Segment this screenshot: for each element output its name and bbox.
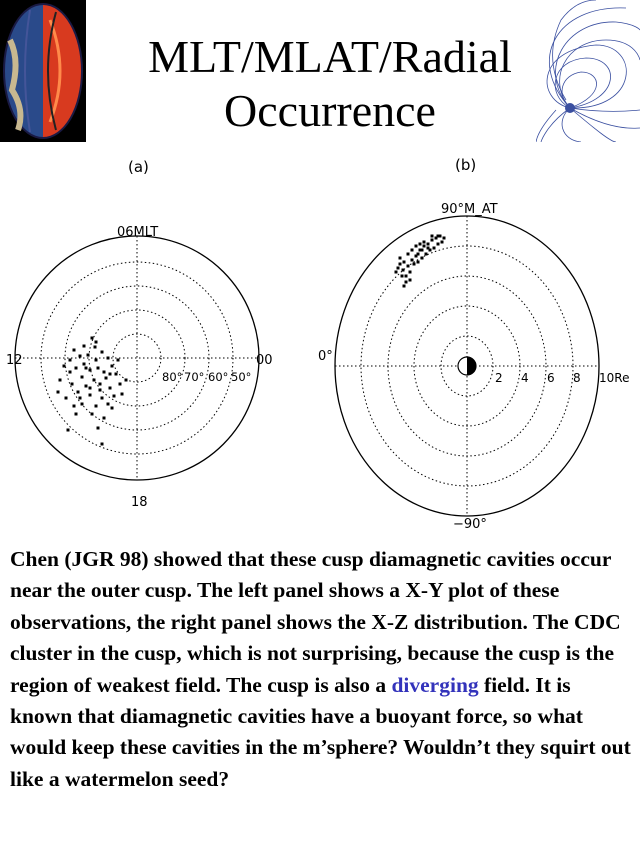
caption-after: field. It is known that diamagnetic cavities have a buoyant force, so what would keep these cavities in the m’sphere? Wouldn’t they squirt out like a watermelon seed?	[10, 672, 631, 791]
data-point	[91, 337, 94, 340]
panel-b-label: (b)	[455, 156, 477, 174]
data-point	[97, 367, 100, 370]
data-point	[402, 269, 405, 272]
data-point	[91, 413, 94, 416]
data-point	[421, 257, 424, 260]
data-point	[411, 259, 414, 262]
data-point	[443, 237, 446, 240]
data-point	[83, 345, 86, 348]
data-point	[79, 397, 82, 400]
ring-label-2: 2	[495, 371, 503, 385]
data-point	[101, 351, 104, 354]
ring-label-6: 6	[547, 371, 555, 385]
data-point	[69, 371, 72, 374]
data-point	[67, 429, 70, 432]
title-line-2: Occurrence	[224, 85, 436, 136]
data-point	[59, 379, 62, 382]
data-point	[95, 405, 98, 408]
ring-label-10re: 10Re	[599, 371, 630, 385]
data-point	[94, 346, 97, 349]
data-point	[103, 371, 106, 374]
data-point	[73, 349, 76, 352]
data-point	[103, 417, 106, 420]
caption-before: Chen (JGR 98) showed that these cusp diamagnetic cavities occur near the outer cusp. The left panel shows a X-Y plot of these observations, the right panel shows the X-Z distribution. The CDC cluster in the cusp, which is not surprising, because the cusp is the region of weakest field. The cusp is also a	[10, 547, 621, 697]
polar-plot-a	[6, 225, 273, 510]
data-point	[99, 389, 102, 392]
data-point	[75, 413, 78, 416]
caption-text	[10, 544, 636, 795]
data-point	[395, 271, 398, 274]
data-point	[113, 395, 116, 398]
data-point	[397, 267, 400, 270]
data-point	[63, 365, 66, 368]
data-point	[401, 275, 404, 278]
data-point	[69, 359, 72, 362]
data-point	[125, 379, 128, 382]
data-point	[399, 257, 402, 260]
plot-a-left-label: 12	[6, 353, 23, 368]
data-point	[107, 357, 110, 360]
data-point	[117, 359, 120, 362]
data-point	[65, 397, 68, 400]
data-point	[85, 367, 88, 370]
data-point	[409, 271, 412, 274]
data-point	[97, 427, 100, 430]
plot-b-top-label: 90°M_AT	[441, 202, 498, 217]
data-point	[437, 235, 440, 238]
data-point	[431, 235, 434, 238]
data-point	[121, 393, 124, 396]
data-point	[85, 385, 88, 388]
data-point	[403, 261, 406, 264]
data-point	[407, 253, 410, 256]
data-point	[95, 341, 98, 344]
data-point	[75, 367, 78, 370]
data-point	[119, 383, 122, 386]
caption-highlight: diverging	[391, 672, 479, 697]
data-point	[437, 243, 440, 246]
data-point	[81, 403, 84, 406]
data-point	[81, 376, 84, 379]
data-points-a	[57, 337, 128, 446]
data-point	[427, 247, 430, 250]
data-point	[421, 249, 424, 252]
data-point	[111, 407, 114, 410]
ring-label-8: 8	[573, 371, 581, 385]
data-point	[409, 279, 412, 282]
data-point	[109, 373, 112, 376]
data-point	[89, 394, 92, 397]
data-point	[77, 391, 80, 394]
data-point	[73, 405, 76, 408]
data-point	[441, 241, 444, 244]
data-point	[417, 261, 420, 264]
data-point	[93, 379, 96, 382]
data-point	[423, 241, 426, 244]
page-title	[90, 30, 570, 138]
ring-label-80: 80°	[162, 370, 183, 384]
data-point	[95, 359, 98, 362]
data-point	[423, 245, 426, 248]
data-point	[87, 354, 90, 357]
data-point	[425, 253, 428, 256]
data-point	[405, 275, 408, 278]
polar-plot-b	[318, 202, 629, 532]
data-point	[431, 239, 434, 242]
data-point	[79, 355, 82, 358]
ring-label-50: 50°	[231, 370, 252, 384]
data-point	[89, 387, 92, 390]
plots	[0, 150, 640, 540]
data-point	[413, 263, 416, 266]
data-point	[111, 365, 114, 368]
plot-a-top-label: 06MLT	[117, 225, 159, 240]
plot-b-left-label: 0°	[318, 349, 333, 364]
data-points-b	[395, 235, 446, 288]
ring-label-70: 70°	[184, 370, 205, 384]
data-point	[405, 281, 408, 284]
data-point	[101, 397, 104, 400]
data-point	[83, 363, 86, 366]
data-point	[71, 383, 74, 386]
data-point	[399, 263, 402, 266]
plot-a-right-label: 00	[256, 353, 273, 368]
data-point	[107, 403, 110, 406]
ring-label-4: 4	[521, 371, 529, 385]
data-point	[433, 247, 436, 250]
plot-a-bottom-label: 18	[131, 495, 148, 510]
title-line-1: MLT/MLAT/Radial	[148, 31, 512, 82]
data-point	[89, 369, 92, 372]
data-point	[417, 253, 420, 256]
data-point	[411, 249, 414, 252]
data-point	[419, 243, 422, 246]
plot-b-bottom-label: −90°	[453, 517, 487, 532]
data-point	[115, 373, 118, 376]
ring-label-60: 60°	[208, 370, 229, 384]
data-point	[101, 443, 104, 446]
data-point	[427, 243, 430, 246]
magnetosphere-logo-left	[0, 0, 86, 142]
data-point	[415, 245, 418, 248]
data-point	[403, 285, 406, 288]
data-point	[407, 265, 410, 268]
data-point	[109, 387, 112, 390]
data-point	[57, 391, 60, 394]
panel-a-label: (a)	[128, 158, 149, 176]
data-point	[105, 377, 108, 380]
data-point	[99, 383, 102, 386]
